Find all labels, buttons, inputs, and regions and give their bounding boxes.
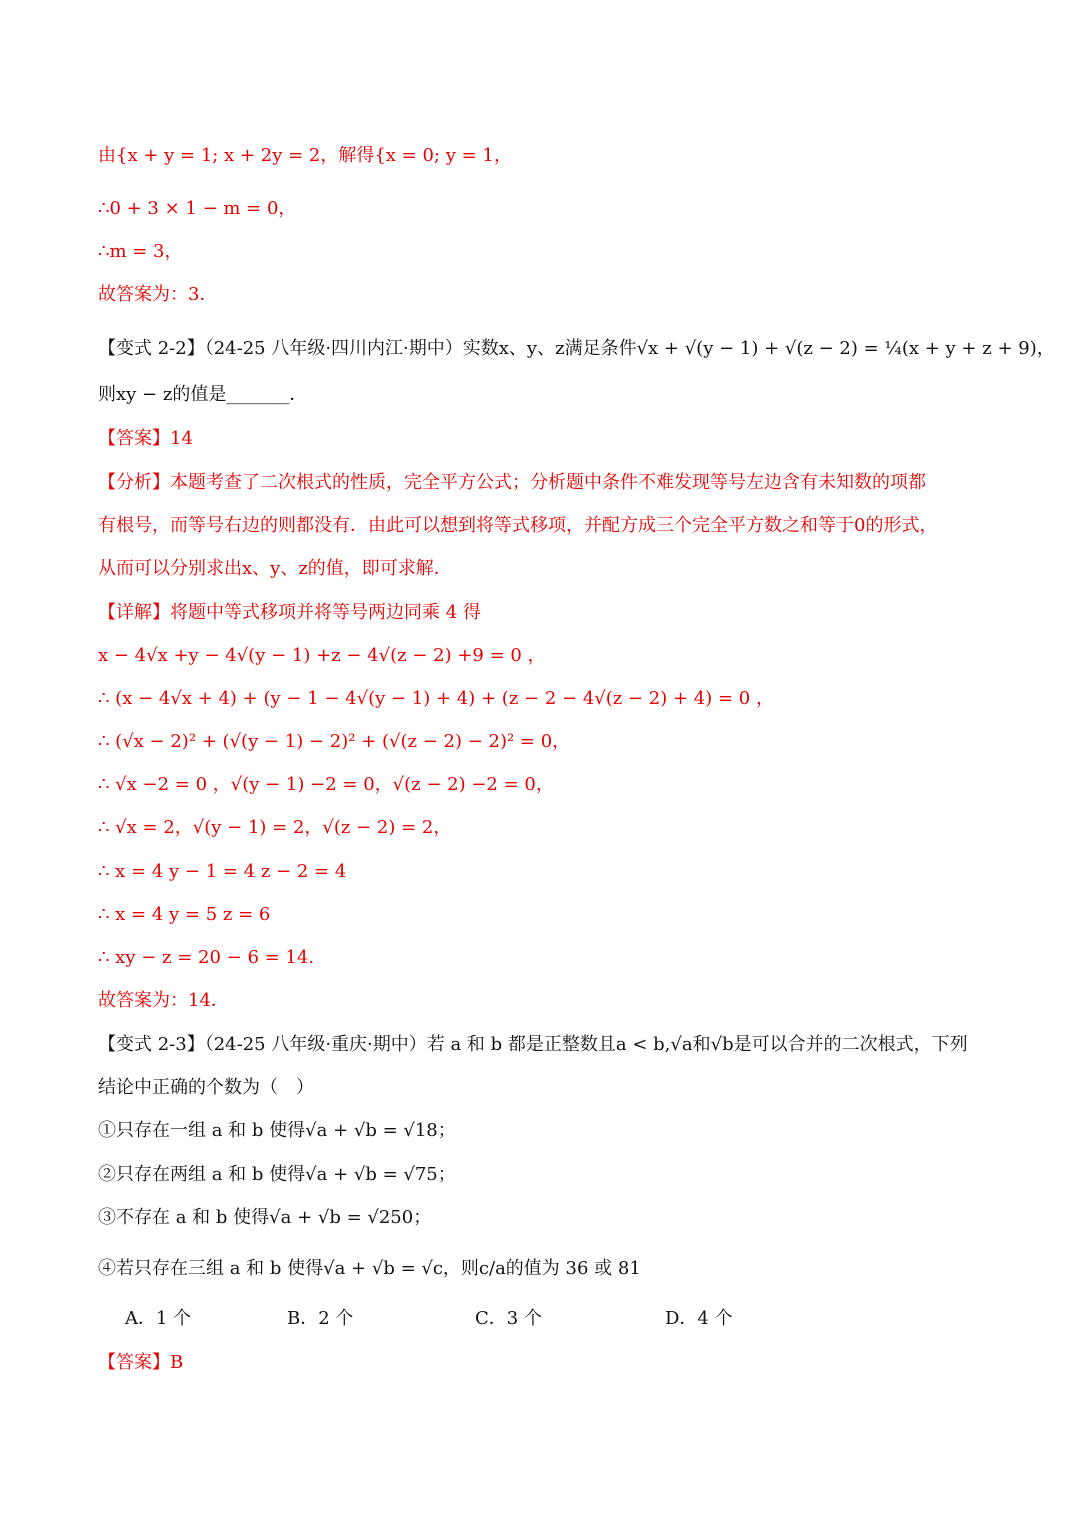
detail-step-2: ∴ (x − 4√x + 4) + (y − 1 − 4√(y − 1) + 4) + (z − 2 − 4√(z − 2) + 4) = 0 ， bbox=[98, 688, 774, 709]
option-a[interactable]: A．1 个 bbox=[125, 1308, 192, 1329]
statement-1: ①只存在一组 a 和 b 使得√a + √b = √18； bbox=[98, 1120, 456, 1141]
problem-2-2-title: 【变式 2-2】（24-25 八年级·四川内江·期中）实数x、y、z满足条件√x + √(y − 1) + √(z − 2) = ¼(x + y + z + 9)， bbox=[98, 338, 1055, 359]
analysis-line-3: 从而可以分别求出x、y、z的值，即可求解． bbox=[98, 558, 452, 579]
detail-step-5: ∴ √x = 2，√(y − 1) = 2，√(z − 2) = 2， bbox=[98, 817, 452, 838]
option-c[interactable]: C．3 个 bbox=[475, 1308, 542, 1329]
statement-2: ②只存在两组 a 和 b 使得√a + √b = √75； bbox=[98, 1164, 456, 1185]
option-d[interactable]: D．4 个 bbox=[665, 1308, 733, 1329]
detail-step-1: x − 4√x +y − 4√(y − 1) +z − 4√(z − 2) +9 = 0 ， bbox=[98, 645, 546, 666]
statement-3: ③不存在 a 和 b 使得√a + √b = √250； bbox=[98, 1207, 432, 1228]
detail-step-7: ∴ x = 4 y = 5 z = 6 bbox=[98, 904, 271, 925]
problem-2-2-question: 则xy − z的值是_______． bbox=[98, 384, 308, 405]
detail-step-8: ∴ xy − z = 20 − 6 = 14. bbox=[98, 947, 315, 968]
solution-system-line: 由{x + y = 1; x + 2y = 2，解得{x = 0; y = 1， bbox=[98, 145, 512, 166]
detail-final: 故答案为：14． bbox=[98, 990, 229, 1011]
analysis-line-1: 【分析】本题考查了二次根式的性质，完全平方公式；分析题中条件不难发现等号左边含有未知数的项都 bbox=[98, 472, 926, 493]
problem-2-2-answer: 【答案】14 bbox=[98, 428, 193, 449]
detail-step-3: ∴ (√x − 2)² + (√(y − 1) − 2)² + (√(z − 2) − 2)² = 0， bbox=[98, 731, 571, 752]
solution-line-2: ∴0 + 3 × 1 − m = 0， bbox=[98, 198, 297, 219]
option-b[interactable]: B．2 个 bbox=[287, 1308, 354, 1329]
problem-2-3-answer: 【答案】B bbox=[98, 1352, 184, 1373]
problem-2-3-title: 【变式 2-3】（24-25 八年级·重庆·期中）若 a 和 b 都是正整数且a < b,√a和√b是可以合并的二次根式，下列 bbox=[98, 1034, 968, 1055]
detail-intro: 【详解】将题中等式移项并将等号两边同乘 4 得 bbox=[98, 602, 481, 623]
detail-step-4: ∴ √x −2 = 0 ，√(y − 1) −2 = 0，√(z − 2) −2 = 0， bbox=[98, 774, 554, 795]
solution-answer-line: 故答案为：3． bbox=[98, 284, 218, 305]
analysis-line-2: 有根号，而等号右边的则都没有．由此可以想到将等式移项，并配方成三个完全平方数之和等于0的形式， bbox=[98, 515, 938, 536]
statement-4: ④若只存在三组 a 和 b 使得√a + √b = √c，则c/a的值为 36 或 81 bbox=[98, 1258, 641, 1279]
detail-step-6: ∴ x = 4 y − 1 = 4 z − 2 = 4 bbox=[98, 861, 347, 882]
problem-2-3-question: 结论中正确的个数为（ ） bbox=[98, 1077, 314, 1098]
solution-line-3: ∴m = 3， bbox=[98, 241, 183, 262]
